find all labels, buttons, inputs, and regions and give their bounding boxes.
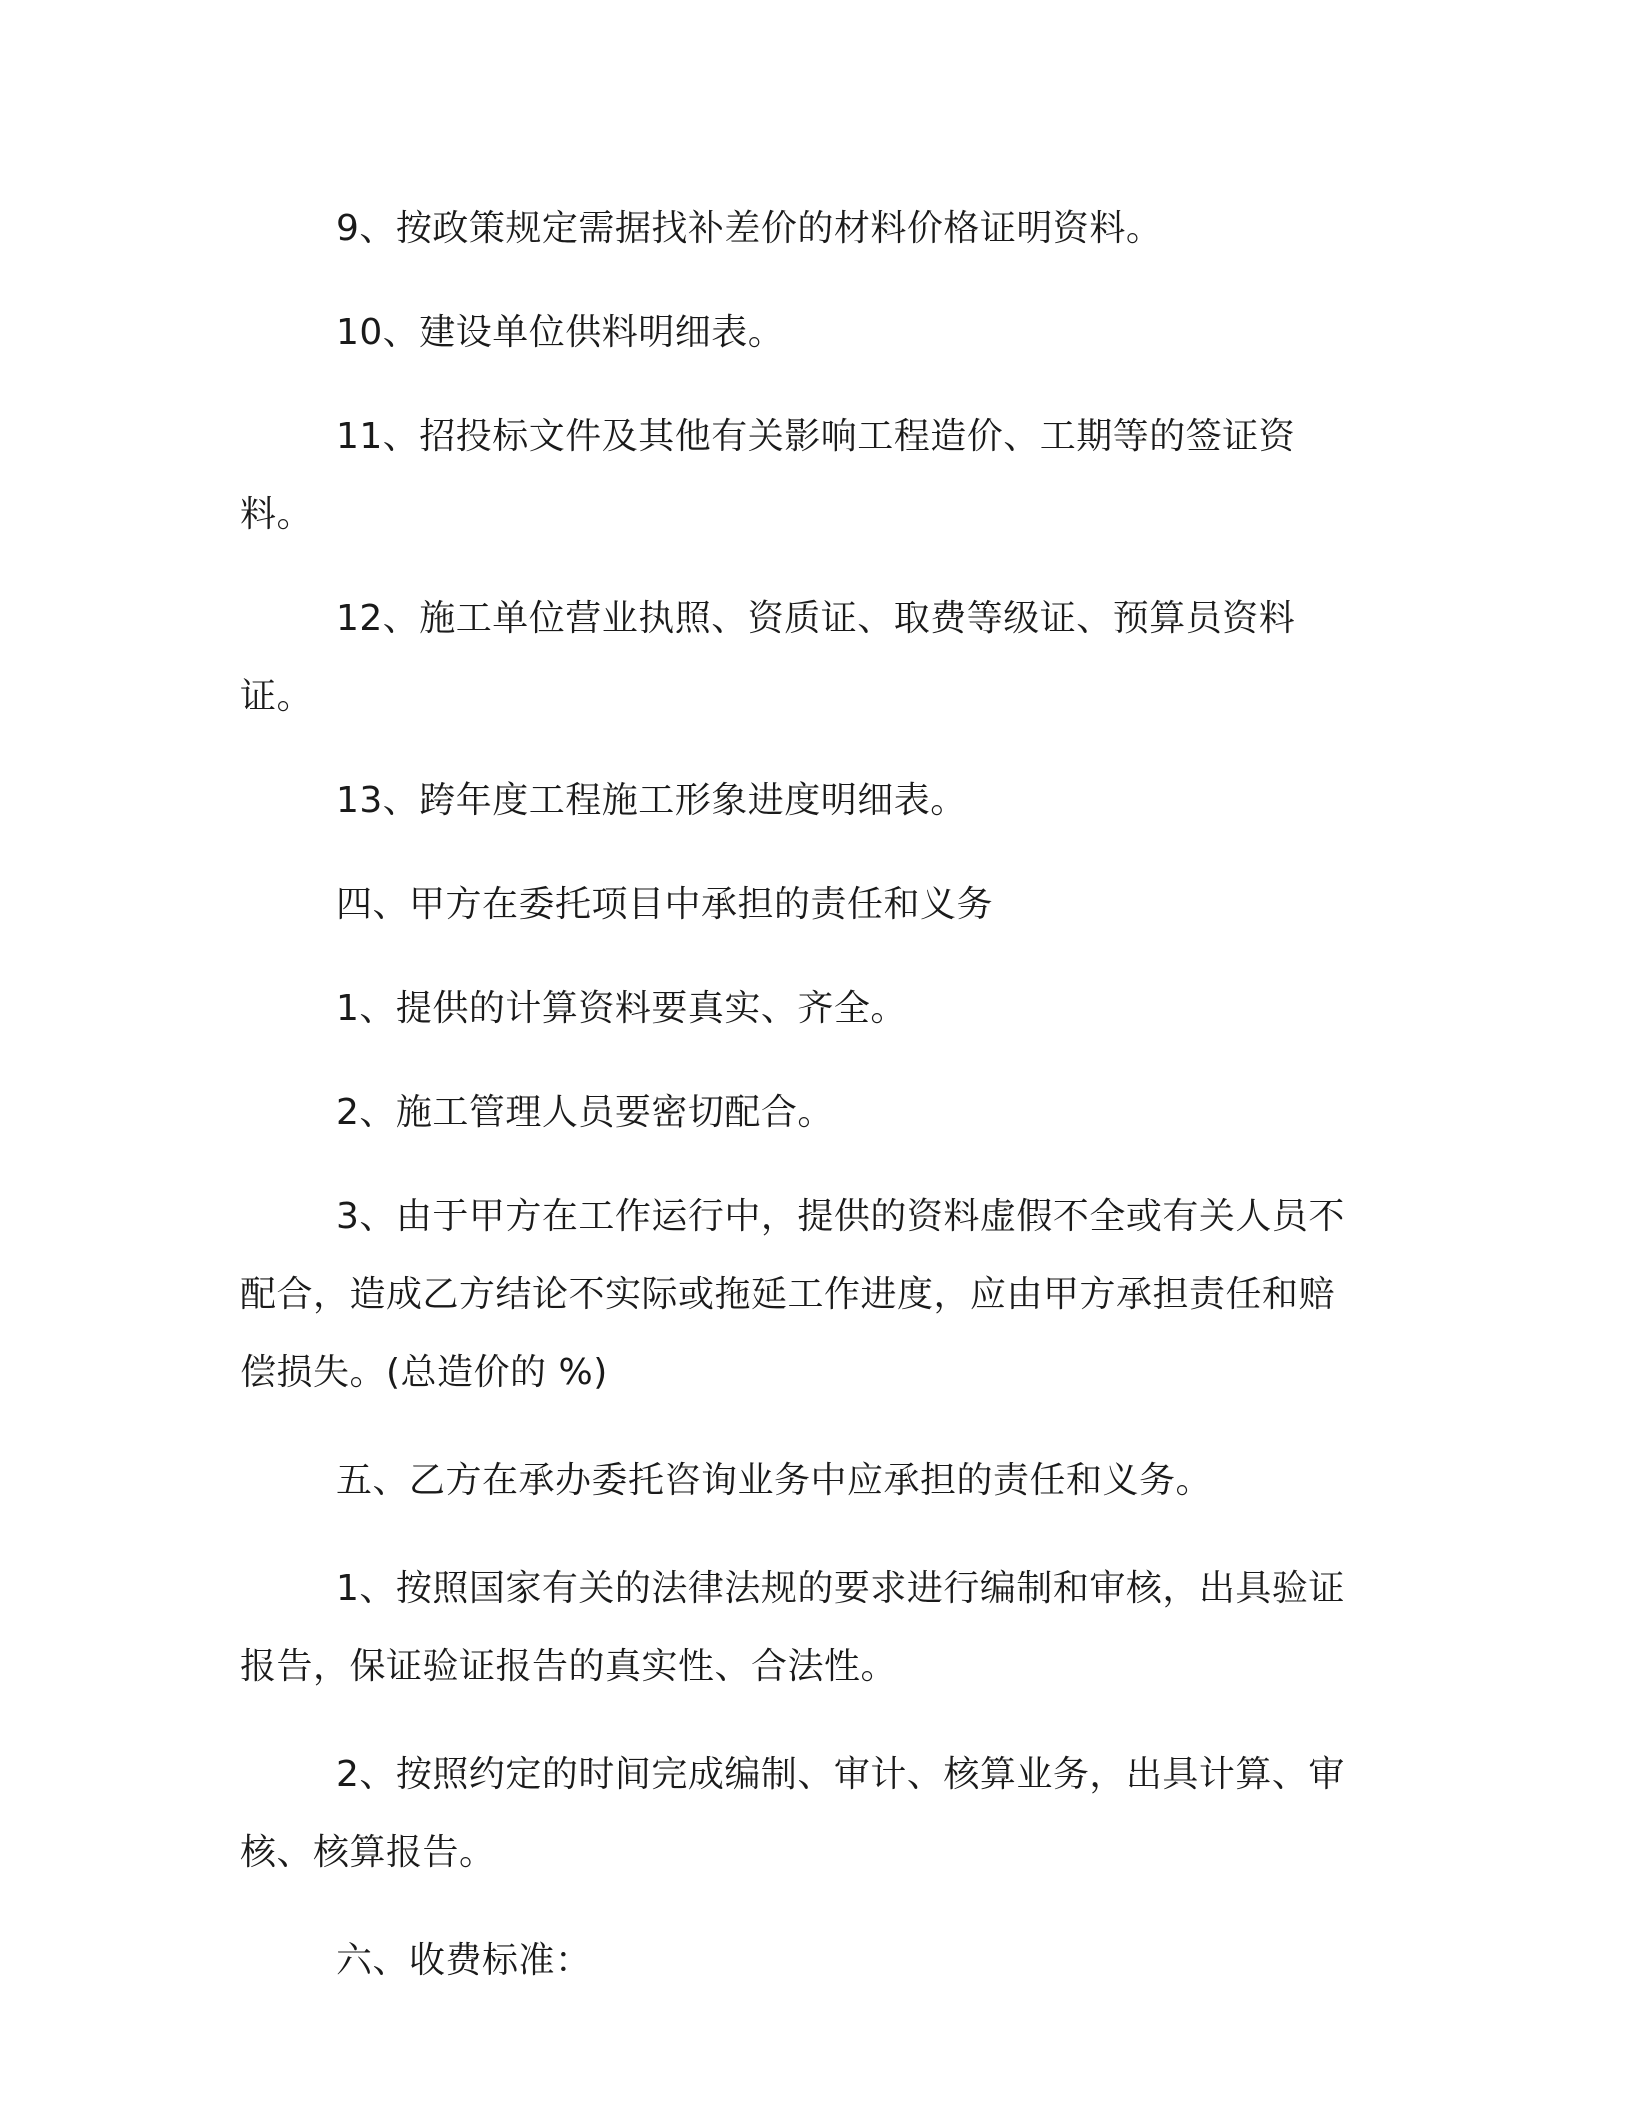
section-4-item-2: 2、施工管理人员要密切配合。 xyxy=(336,1092,834,1133)
item-9: 9、按政策规定需据找补差价的材料价格证明资料。 xyxy=(336,208,1163,249)
item-11: 11、招投标文件及其他有关影响工程造价、工期等的签证资料。 xyxy=(240,416,1296,535)
section-6-heading: 六、收费标准： xyxy=(336,1940,592,1981)
section-5-heading: 五、乙方在承办委托咨询业务中应承担的责任和义务。 xyxy=(336,1460,1213,1501)
section-5-item-1: 1、按照国家有关的法律法规的要求进行编制和审核，出具验证报告，保证验证报告的真实性、合法性。 xyxy=(240,1568,1345,1687)
section-4-item-1: 1、提供的计算资料要真实、齐全。 xyxy=(336,988,907,1029)
section-4-heading: 四、甲方在委托项目中承担的责任和义务 xyxy=(336,884,994,925)
item-13: 13、跨年度工程施工形象进度明细表。 xyxy=(336,780,967,821)
section-4-item-3: 3、由于甲方在工作运行中，提供的资料虚假不全或有关人员不配合，造成乙方结论不实际或拖延工作进度，应由甲方承担责任和赔偿损失。(总造价的 %) xyxy=(240,1196,1345,1393)
item-12: 12、施工单位营业执照、资质证、取费等级证、预算员资料证。 xyxy=(240,598,1296,717)
document-body xyxy=(240,190,1358,2000)
item-10: 10、建设单位供料明细表。 xyxy=(336,312,785,353)
section-5-item-2: 2、按照约定的时间完成编制、审计、核算业务，出具计算、审核、核算报告。 xyxy=(240,1754,1345,1873)
